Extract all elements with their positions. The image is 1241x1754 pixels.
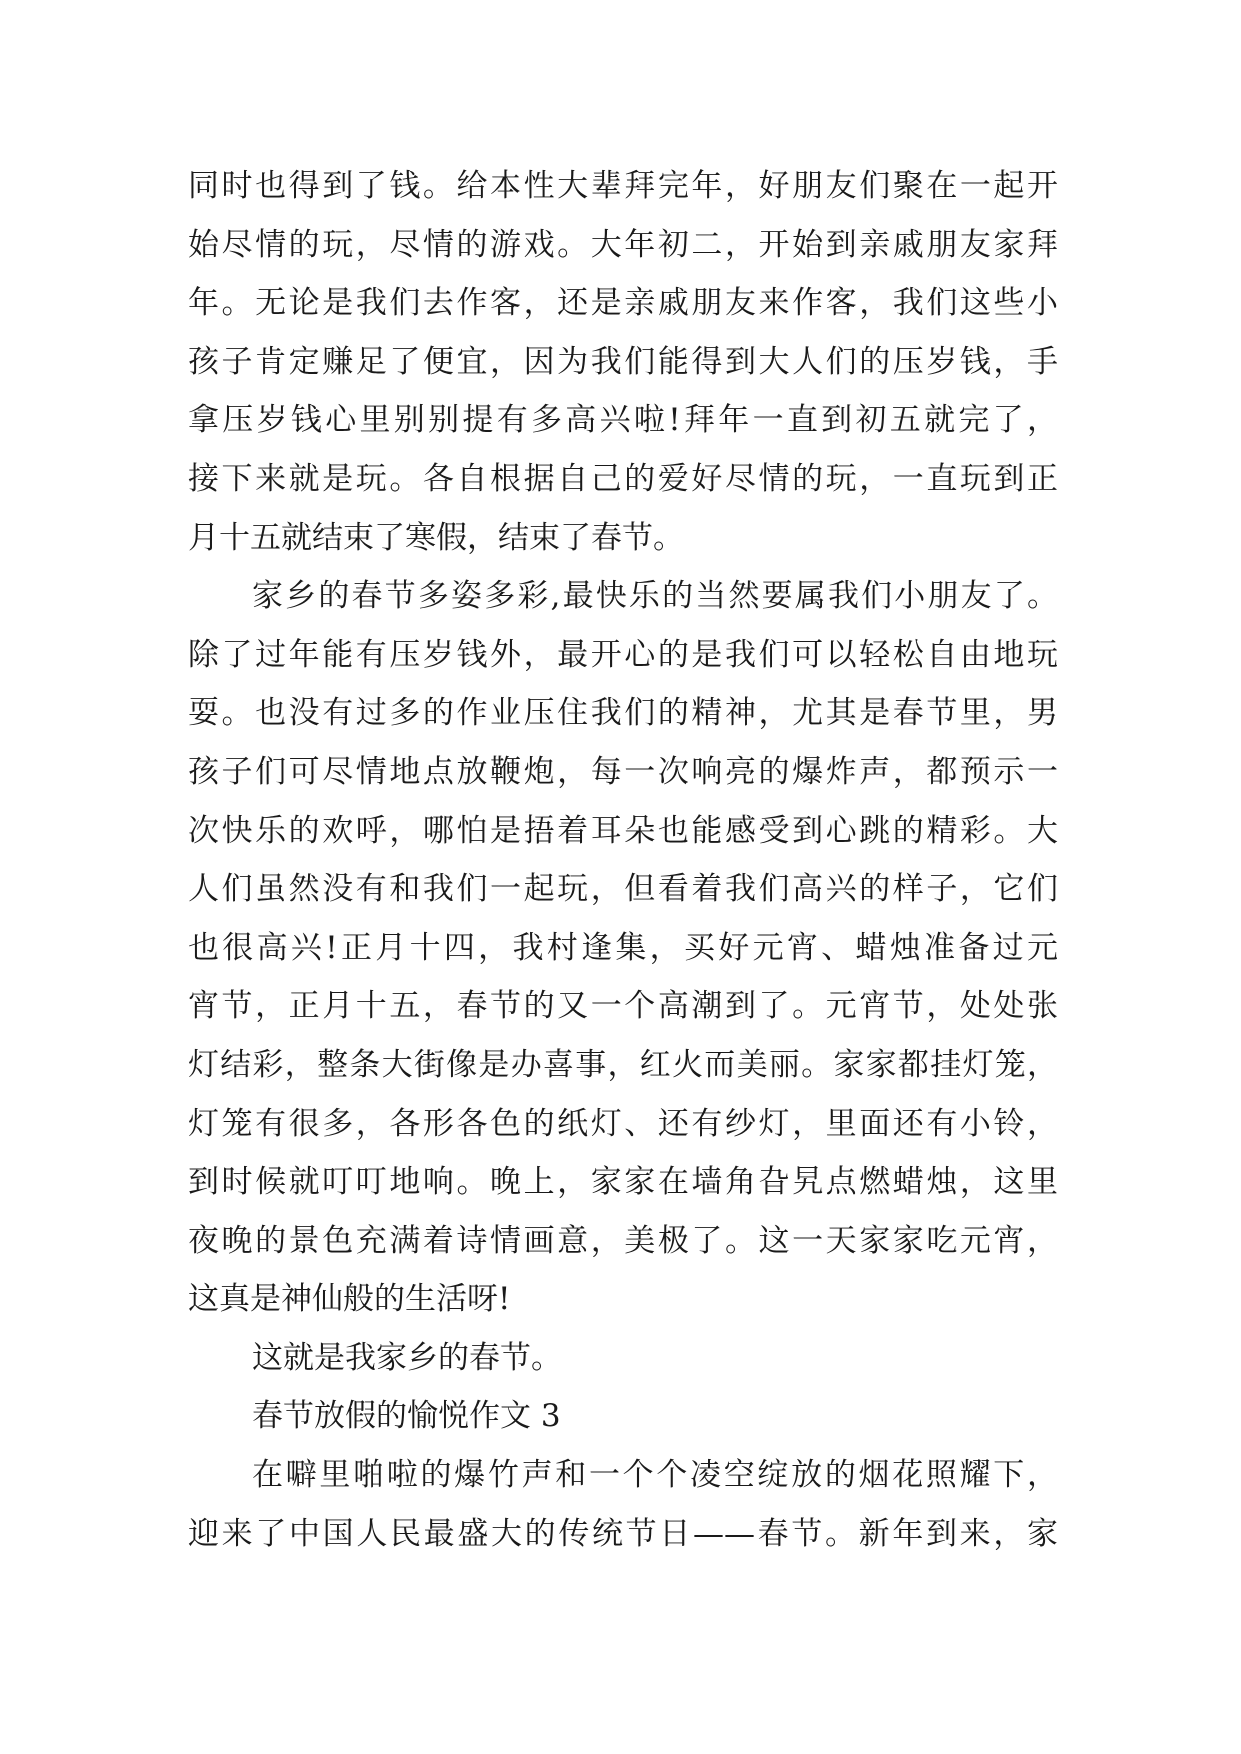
text-line: 同时也得到了钱。给本性大辈拜完年，好朋友们聚在一起开: [188, 168, 1058, 204]
text-line: 接下来就是玩。各自根据自己的爱好尽情的玩，一直玩到正: [188, 460, 1058, 497]
text-line: 始尽情的玩，尽情的游戏。大年初二，开始到亲戚朋友家拜: [188, 226, 1058, 263]
text-line: 人们虽然没有和我们一起玩，但看着我们高兴的样子，它们: [188, 871, 1058, 908]
body-text: [188, 157, 1058, 1563]
text-line: 拿压岁钱心里别别提有多高兴啦!拜年一直到初五就完了，: [188, 402, 1058, 439]
text-line: 灯笼有很多，各形各色的纸灯、还有纱灯，里面还有小铃，: [188, 1105, 1058, 1142]
text-line: 次快乐的欢呼，哪怕是捂着耳朵也能感受到心跳的精彩。大: [188, 812, 1058, 849]
text-line: 到时候就叮叮地响。晚上，家家在墙角旮旯点燃蜡烛，这里: [188, 1164, 1058, 1201]
text-line: 也很高兴!正月十四，我村逢集，买好元宵、蜡烛准备过元: [188, 929, 1058, 966]
text-line: 夜晚的景色充满着诗情画意，美极了。这一天家家吃元宵，: [188, 1222, 1058, 1259]
text-line: 灯结彩，整条大街像是办喜事，红火而美丽。家家都挂灯笼，: [188, 1046, 1058, 1083]
text-line: 家乡的春节多姿多彩,最快乐的当然要属我们小朋友了。: [252, 578, 1058, 615]
section-title: 春节放假的愉悦作文 3: [252, 1398, 561, 1435]
text-line: 孩子肯定赚足了便宜，因为我们能得到大人们的压岁钱，手: [188, 343, 1058, 380]
text-line: 这就是我家乡的春节。: [252, 1339, 562, 1376]
text-line: 在噼里啪啦的爆竹声和一个个凌空绽放的烟花照耀下，: [252, 1457, 1058, 1494]
text-line: 耍。也没有过多的作业压住我们的精神，尤其是春节里，男: [188, 695, 1058, 732]
text-line: 月十五就结束了寒假，结束了春节。: [188, 519, 684, 556]
text-line: 这真是神仙般的生活呀!: [188, 1281, 511, 1318]
text-line: 迎来了中国人民最盛大的传统节日——春节。新年到来，家: [188, 1515, 1058, 1552]
text-line: 宵节，正月十五，春节的又一个高潮到了。元宵节，处处张: [188, 988, 1058, 1025]
text-line: 孩子们可尽情地点放鞭炮，每一次响亮的爆炸声，都预示一: [188, 753, 1058, 790]
text-line: 年。无论是我们去作客，还是亲戚朋友来作客，我们这些小: [188, 285, 1058, 322]
text-line: 除了过年能有压岁钱外，最开心的是我们可以轻松自由地玩: [188, 636, 1058, 673]
